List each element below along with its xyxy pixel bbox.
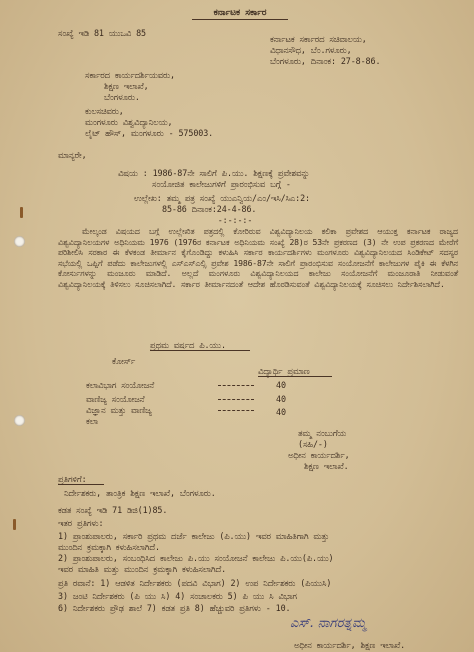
copy-line: 1) ಪ್ರಾಂಶುಪಾಲರು, ಸರ್ಕಾರಿ ಪ್ರಥಮ ದರ್ಜೆ ಕಾಲೇಜು (ಪಿ.ಯು) ಇವರ ಮಾಹಿತಿಗಾಗಿ ಮತ್ತು: [58, 531, 329, 541]
reference-line-2: 85-86 ದಿನಾಂಕ:24-4-86.: [162, 204, 257, 214]
copy-line: 2) ಪ್ರಾಂಶುಪಾಲರು, ಸಂಬಂಧಿಸಿದ ಕಾಲೇಜು ಪಿ.ಯು ಸಂಯೋಜನೆ ಕಾಲೇಜು ಪಿ.ಯು(ಪಿ.ಯು): [58, 553, 334, 563]
distribution-line: 3) ಜಂಟಿ ನಿರ್ದೇಶಕರು (ಪಿ ಯು ಸಿ) 4) ಸಂಚಾಲಕರು 5) ಪಿ ಯು ಸಿ ವಿಭಾಗ: [58, 591, 297, 601]
table-header-course: ಕೋರ್ಸ್: [112, 356, 136, 366]
table-header-intake: ವಿದ್ಯಾರ್ಥಿ ಪ್ರಮಾಣ: [258, 366, 310, 376]
table-row-course: ಕಲಾ: [86, 416, 98, 426]
table-caption-underline: [150, 350, 250, 351]
distribution-line: 6) ನಿರ್ದೇಶಕರು ಪ್ರೌಢ ಶಾಲೆ 7) ಕಡತ ಪ್ರತಿ 8) ಹೆಚ್ಚುವರಿ ಪ್ರತಿಗಳು - 10.: [58, 603, 291, 613]
table-row-course: ವಿಜ್ಞಾನ ಮತ್ತು ವಾಣಿಜ್ಯ: [86, 405, 152, 415]
recipient-line-3: ಲೈಟ್ ಹೌಸ್, ಮಂಗಳೂರು - 575003.: [85, 128, 214, 138]
reference-number: ಸಂಖ್ಯೆ ಇಡಿ 81 ಯುಒವಿ 85: [58, 28, 146, 38]
order-reference: ಕಡತ ಸಂಖ್ಯೆ ಇಡಿ 71 ಡಿಜಿ(1)85.: [58, 505, 168, 515]
handwritten-signature: ಎಸ್. ನಾಗರತ್ನಮ್ಮ: [290, 616, 367, 631]
sender-line-2: ಶಿಕ್ಷಣ ಇಲಾಖೆ,: [104, 81, 149, 91]
document-title: ಕರ್ನಾಟಕ ಸರ್ಕಾರ: [213, 8, 267, 18]
from-address-line-2: ವಿಧಾನಸೌಧ, ಬೆಂ.ಗಳೂರು,: [270, 45, 352, 55]
title-underline: [192, 19, 288, 20]
table-row-course: ವಾಣಿಜ್ಯ ಸಂಯೋಜನೆ: [86, 394, 145, 404]
reference-line-1: ಉಲ್ಲೇಖ: ತಮ್ಮ ಪತ್ರ ಸಂಖ್ಯೆ ಯುಎನ್ವಿಯ/ಎಂ/ಇಸಿ/ಸಿಎ:2:: [134, 193, 310, 203]
from-address-line-3: ಬೆಂಗಳೂರು, ದಿನಾಂಕ: 27-8-86.: [270, 56, 381, 66]
table-row-intake: 40: [276, 380, 286, 390]
body-paragraph: ಮೇಲ್ಕಂಡ ವಿಷಯದ ಬಗ್ಗೆ ಉಲ್ಲೇಖಿತ ಪತ್ರದಲ್ಲಿ ಕೋರಿರುವ ವಿಶ್ವವಿದ್ಯಾನಿಲಯ ಕಲಿಕಾ ಪ್ರವೇಶದ ಆಯುಕ್ತ ಕರ್ನಾಟಕ ರಾಜ್ಯದ ವಿಶ್ವವಿದ್ಯಾನಿಲಯಗಳ ಅಧಿನಿಯಮ 1976 (1976ರ ಕರ್ನಾಟಕ ಅಧಿನಿಯಮ ಸಂಖ್ಯೆ 28)ರ 53ನೇ ಪ್ರಕರಣದ (3) ನೇ ಉಪ ಪ್ರಕರಣದ ಮೇರೆಗೆ ಪರಿಶೀಲಿಸಿ ಸರಕಾರ ಈ ಕೆಳಕಂಡ ತೀರ್ಮಾನ ಕೈಗೊಂಡಿದ್ದು ಕಳುಹಿಸಿ ಸರ್ಕಾರ ಕಾರ್ಯದರ್ಶಿಗಳು ಮಂಗಳೂರು ವಿಶ್ವವಿದ್ಯಾನಿಲಯದ ಸಿಂಡಿಕೇಟ್ ಸದಸ್ಯರ ಸಭೆಯಲ್ಲಿ ಒಪ್ಪಿಗೆ ಪಡೆದು ಕಾಲೇಜುಗಳಲ್ಲಿ ಎಸ್ಎಸ್ಎಲ್ಸಿ ಪ್ರವೇಶ 1986-87ನೇ ಸಾಲಿಗೆ ಪ್ರಾರಂಭಿಸುವ ಸಂಯೋಜನೆಗೆ ಕಾಲೇಜುಗಳ ಪೈಕಿ ಈ ಕೆಳಗಿನ ಕೋರ್ಸುಗಳನ್ನು ಮಂಜೂರು ಮಾಡಿದೆ. ಅಲ್ಲದೆ ಮಂಗಳೂರು ವಿಶ್ವವಿದ್ಯಾನಿಲಯದ ಕಾಲೇಜು ಸಂಯೋಜನೆಗೆ ಮಂಜೂರಾತಿ ನೀಡುವಂತೆ ವಿಶ್ವವಿದ್ಯಾನಿಲಯಕ್ಕೆ ತಿಳಿಸಲು ಸೂಚಿಸಲಾಗಿದೆ. ಸರ್ಕಾರ ತೀರ್ಮಾನದಂತೆ ಆದೇಶ ಹೊರಡಿಸುವಂತೆ ವಿಶ್ವವಿದ್ಯಾನಿಲಯಕ್ಕೆ ಸೂಚಿಸಲು ನಿರ್ದೇಶಿಸಲಾಗಿದೆ.: [58, 226, 458, 289]
staple-top: [20, 207, 23, 218]
closing-line-4: ಶಿಕ್ಷಣ ಇಲಾಖೆ.: [304, 461, 349, 471]
distribution-line: ಪ್ರತಿ ರವಾನೆ: 1) ಆಡಳಿತ ನಿರ್ದೇಶಕರು (ಪದವಿ ವಿಭಾಗ) 2) ಉಪ ನಿರ್ದೇಶಕರು (ಪಿಯುಸಿ): [58, 578, 332, 588]
recipient-line-2: ಮಂಗಳೂರು ವಿಶ್ವವಿದ್ಯಾನಿಲಯ,: [85, 117, 173, 127]
table-row-course: ಕಲಾವಿಭಾಗ ಸಂಯೋಜನೆ: [86, 380, 155, 390]
closing-line-3: ಅಧೀನ ಕಾರ್ಯದರ್ಶಿ,: [288, 450, 350, 460]
punch-hole-top: [14, 236, 25, 247]
sender-line-1: ಸರ್ಕಾರದ ಕಾರ್ಯದರ್ಶಿಯವರು,: [85, 70, 175, 80]
recipient-line-1: ಕುಲಸಚಿವರು,: [85, 106, 124, 116]
punch-hole-bottom: [14, 415, 25, 426]
staple-bottom: [13, 519, 16, 530]
table-header-underline: [258, 376, 332, 377]
signature-caption: ಅಧೀನ ಕಾರ್ಯದರ್ಶಿ, ಶಿಕ್ಷಣ ಇಲಾಖೆ.: [294, 640, 406, 650]
table-caption: ಪ್ರಥಮ ವರ್ಷದ ಪಿ.ಯು.: [150, 340, 226, 350]
table-row-intake: 40: [276, 407, 286, 417]
sender-line-3: ಬೆಂಗಳೂರು.: [104, 92, 140, 102]
subject-line-2: ಸಂಯೋಜಿತ ಕಾಲೇಜುಗಳಿಗೆ ಪ್ರಾರಂಭಿಸುವ ಬಗ್ಗೆ -: [152, 179, 291, 189]
table-row-leader: [218, 410, 254, 411]
subject-line-1: ವಿಷಯ : 1986-87ನೇ ಸಾಲಿಗೆ ಪಿ.ಯು. ಶಿಕ್ಷಣಕ್ಕೆ ಪ್ರವೇಶವನ್ನು: [118, 168, 310, 178]
table-row-leader: [218, 399, 254, 400]
salutation: ಮಾನ್ಯರೇ,: [58, 150, 87, 160]
copy-line: ಮುಂದಿನ ಕ್ರಮಕ್ಕಾಗಿ ಕಳುಹಿಸಲಾಗಿದೆ.: [58, 542, 160, 552]
separator: -:-:-:-: [217, 215, 253, 225]
from-address-line-1: ಕರ್ನಾಟಕ ಸರ್ಕಾರದ ಸಚಿವಾಲಯ,: [270, 34, 367, 44]
cc-heading-underline: [58, 484, 104, 485]
closing-line-2: (ಸಹಿ/-): [298, 439, 328, 449]
copy-line: ಇವರ ಮಾಹಿತಿ ಮತ್ತು ಮುಂದಿನ ಕ್ರಮಕ್ಕಾಗಿ ಕಳುಹಿಸಲಾಗಿದೆ.: [58, 564, 227, 574]
cc-heading: ಪ್ರತಿಗಳಿಗೆ:: [58, 474, 87, 484]
cc-line: ನಿರ್ದೇಶಕರು, ತಾಂತ್ರಿಕ ಶಿಕ್ಷಣ ಇಲಾಖೆ, ಬೆಂಗಳೂರು.: [64, 488, 216, 498]
closing-line-1: ತಮ್ಮ ನಂಬುಗೆಯ: [298, 428, 347, 438]
table-row-intake: 40: [276, 394, 286, 404]
copies-heading: ಇತರ ಪ್ರತಿಗಳು:: [58, 518, 104, 528]
table-row-leader: [218, 385, 254, 386]
